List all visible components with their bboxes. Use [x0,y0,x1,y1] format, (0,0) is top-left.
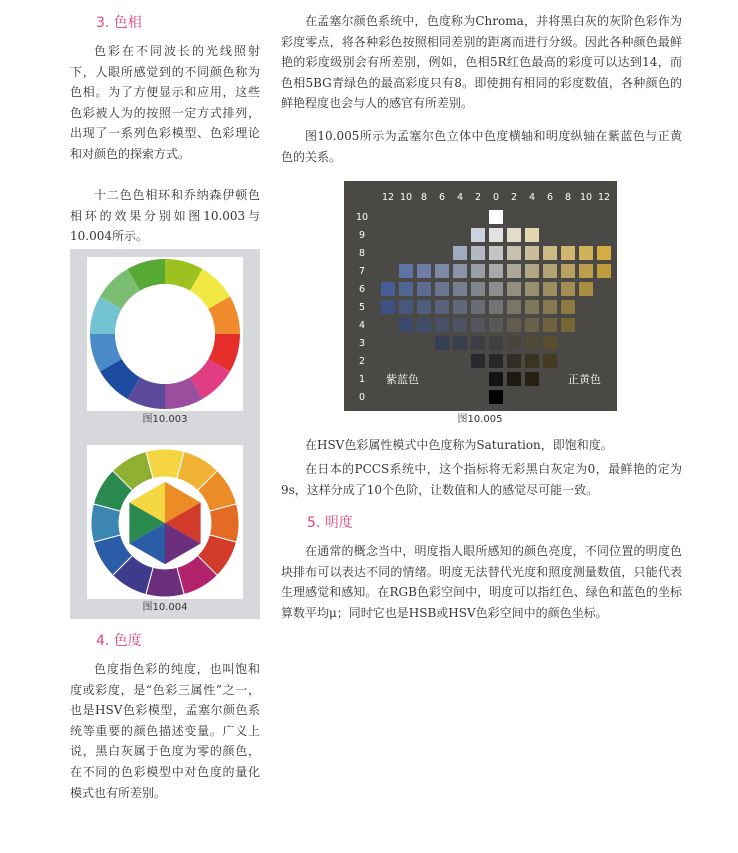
munsell-swatch [453,318,467,332]
munsell-swatch [399,264,413,278]
munsell-swatch [435,318,449,332]
munsell-swatch [471,300,485,314]
value-tick-label: 1 [358,374,366,385]
value-tick-label: 6 [358,284,366,295]
munsell-swatch [507,264,521,278]
munsell-swatch [579,246,593,260]
chroma-tick-label: 8 [420,192,428,203]
value-tick-label: 0 [358,392,366,403]
figure-10-003-caption: 图10.003 [142,414,188,425]
chroma-tick-label: 4 [528,192,536,203]
munsell-swatch [543,336,557,350]
munsell-swatch [489,336,503,350]
saturation-paragraph: 在HSV色彩属性模式中色度称为Saturation，即饱和度。 [305,438,613,452]
munsell-swatch [453,264,467,278]
munsell-swatch [471,228,485,242]
section-4-title: 4. 色度 [96,633,142,649]
chroma-tick-label: 6 [546,192,554,203]
section-3-title: 3. 色相 [96,15,142,31]
pccs-paragraph: 在日本的PCCS系统中，这个指标将无彩黑白灰定为0，最鲜艳的定为9s，这样分成了10个色阶，让数值和人的感觉尽可能一致。 [281,462,682,497]
munsell-swatch [471,282,485,296]
value-tick-label: 7 [358,266,366,277]
munsell-swatch [417,282,431,296]
twelve-color-hue-wheel [87,257,243,411]
chroma-tick-label: 2 [510,192,518,203]
chroma-tick-label: 10 [579,192,593,203]
chroma-tick-label: 12 [381,192,395,203]
munsell-swatch [507,300,521,314]
munsell-swatch [489,210,503,224]
munsell-swatch [507,372,521,386]
value-tick-label: 8 [358,248,366,259]
munsell-swatch [525,264,539,278]
purple-blue-label: 紫蓝色 [386,373,419,386]
itten-wheel-figure [87,445,243,599]
munsell-swatch [453,246,467,260]
munsell-swatch [525,354,539,368]
chroma-paragraph-1: 在孟塞尔颜色系统中，色度称为Chroma，并将黑白灰的灰阶色彩作为彩度零点，将各种彩色按照相同差别的距离而进行分级。因此各种颜色最鲜艳的彩度级别会有所差别，例如，色相5R红色最高的彩度可以达到14，而色相5BG青绿色的最高彩度只有8。即使拥有相同的彩度数值，各种颜色的鲜艳程度也会与人的感官有所差别。 [281,14,682,111]
munsell-swatch [435,264,449,278]
value-tick-label: 2 [358,356,366,367]
chroma-tick-label: 10 [399,192,413,203]
munsell-swatch [381,300,395,314]
munsell-swatch [489,282,503,296]
munsell-swatch [543,246,557,260]
munsell-swatch [507,318,521,332]
figure-10-005-caption: 图10.005 [457,414,503,425]
chroma-tick-label: 12 [597,192,611,203]
munsell-swatch [507,282,521,296]
munsell-swatch [561,264,575,278]
munsell-swatch [525,336,539,350]
munsell-swatch [489,264,503,278]
chroma-tick-label: 4 [456,192,464,203]
munsell-swatch [525,246,539,260]
munsell-swatch [597,264,611,278]
itten-color-wheel [87,445,243,599]
munsell-swatch [489,390,503,404]
munsell-swatch [507,246,521,260]
munsell-swatch [471,336,485,350]
munsell-swatch [453,336,467,350]
chroma-tick-label: 0 [492,192,500,203]
section-5-title: 5. 明度 [307,515,353,531]
munsell-swatch [435,282,449,296]
munsell-swatch [399,282,413,296]
figure-10-004-caption: 图10.004 [142,602,188,613]
munsell-swatch [543,354,557,368]
munsell-swatch [471,246,485,260]
munsell-swatch [453,282,467,296]
munsell-swatch [417,264,431,278]
chroma-tick-label: 8 [564,192,572,203]
munsell-swatch [489,318,503,332]
munsell-swatch [471,354,485,368]
munsell-swatch [507,354,521,368]
munsell-swatch [525,228,539,242]
munsell-swatch [489,246,503,260]
munsell-swatch [543,318,557,332]
value-tick-label: 3 [358,338,366,349]
value-tick-label: 10 [355,212,369,223]
munsell-swatch [543,300,557,314]
hue-wheel-figure [87,257,243,411]
munsell-swatch [543,264,557,278]
munsell-swatch [507,336,521,350]
section-5-paragraph-1: 在通常的概念当中，明度指人眼所感知的颜色亮度，不同位置的明度色块排布可以表达不同的情绪。明度无法替代光度和照度测量数值，只能代表生理感觉和感知。在RGB色彩空间中，明度可以指红色、绿色和蓝色的坐标算数平均μ；同时它也是HSB或HSV色彩空间中的颜色坐标。 [281,544,682,620]
munsell-swatch [579,282,593,296]
munsell-swatch [561,282,575,296]
munsell-swatch [525,318,539,332]
munsell-swatch [435,336,449,350]
munsell-swatch [417,300,431,314]
munsell-swatch [471,264,485,278]
pure-yellow-label: 正黄色 [568,373,601,386]
munsell-swatch [525,372,539,386]
munsell-chart [344,181,617,411]
section-4-paragraph-1: 色度指色彩的纯度，也叫饱和度或彩度，是“色彩三属性”之一，也是HSV色彩模型，孟塞尔颜色系统等重要的颜色描述变量。广义上说，黑白灰属于色度为零的颜色，在不同的色彩模型中对色度的量化模式也有所差别。 [70,662,260,800]
munsell-swatch [543,282,557,296]
munsell-swatch [597,246,611,260]
chroma-tick-label: 6 [438,192,446,203]
munsell-swatch [525,282,539,296]
munsell-swatch [525,300,539,314]
chroma-tick-label: 2 [474,192,482,203]
munsell-swatch [561,318,575,332]
munsell-swatch [489,300,503,314]
munsell-swatch [579,264,593,278]
munsell-swatch [381,282,395,296]
munsell-swatch [561,300,575,314]
munsell-swatch [507,228,521,242]
value-tick-label: 5 [358,302,366,313]
munsell-swatch [471,318,485,332]
munsell-swatch [489,228,503,242]
section-3-paragraph-2: 十二色色相环和乔纳森伊顿色相环的效果分别如图10.003与10.004所示。 [70,188,260,244]
munsell-swatch [435,300,449,314]
munsell-swatch [399,300,413,314]
munsell-swatch [453,300,467,314]
section-3-paragraph-1: 色彩在不同波长的光线照射下，人眼所感觉到的不同颜色称为色相。为了方便显示和应用，这些色彩被人为的按照一定方式排列，出现了一系列色彩模型、色彩理论和对颜色的探索方式。 [70,44,260,161]
munsell-swatch [561,246,575,260]
munsell-swatch [489,372,503,386]
munsell-swatch [489,354,503,368]
chroma-paragraph-2: 图10.005所示为孟塞尔色立体中色度横轴和明度纵轴在紫蓝色与正黄色的关系。 [281,129,682,164]
munsell-swatch [417,318,431,332]
value-tick-label: 9 [358,230,366,241]
hue-wheel-center [115,284,215,384]
munsell-swatch [399,318,413,332]
value-tick-label: 4 [358,320,366,331]
